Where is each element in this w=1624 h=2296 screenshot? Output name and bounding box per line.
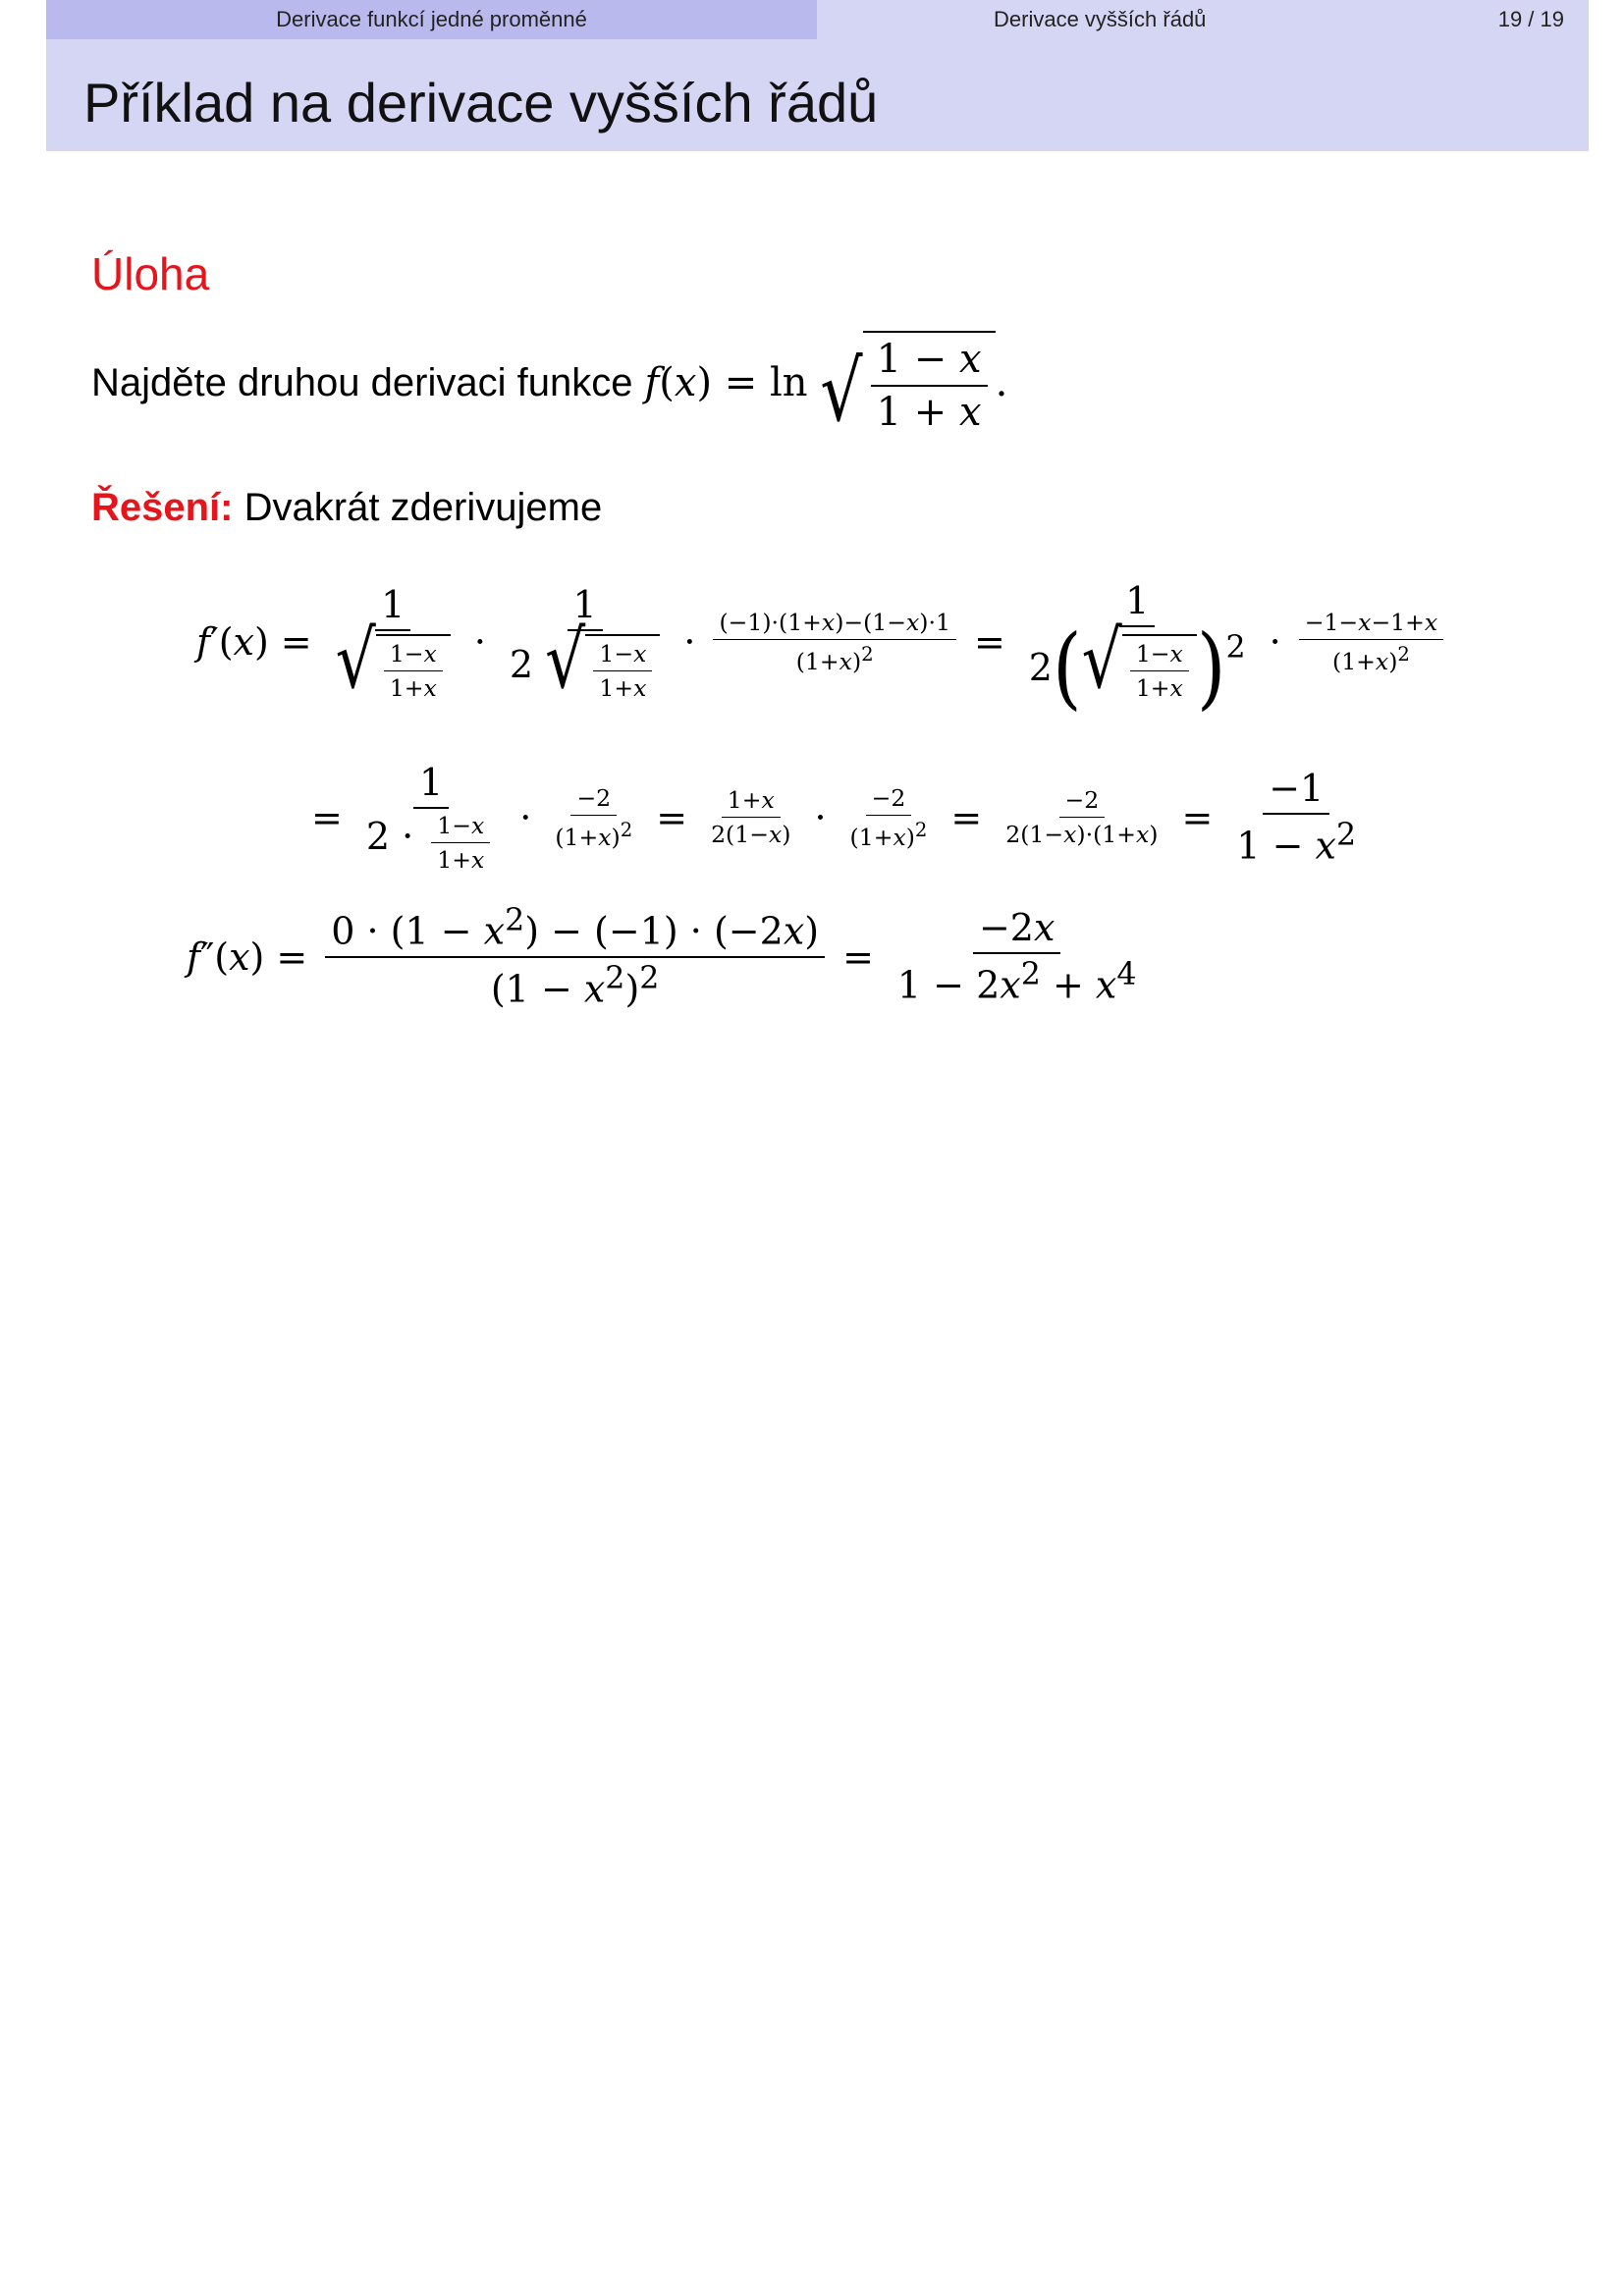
page-number: 19 / 19	[1497, 7, 1564, 31]
task-formula: f ( x ) = ln √ $\frac{1 - x}{1 + x}$ .	[644, 331, 1007, 435]
frame-title: Příklad na derivace vyšších řádů	[83, 72, 879, 133]
solution-text: Dvakrát zderivujeme	[244, 486, 603, 529]
header-bar	[46, 0, 1589, 39]
task-statement	[91, 324, 1007, 442]
course-title: Derivace funkcí jedné proměnné	[276, 7, 587, 31]
equation-line-1: f′(x) = 1 √ $\frac{1-x}{1+x}$ · 1 2 √ $\frac{1-x}{1+x}$ · $\frac{(-1)\cdot(1+x)-(1-x)\cdot 1}{(1+x)^2}$ = 1 2 ( √ $\frac{1-x}{1+x}$ ) $^2$ · $\frac{-1-x-1+x}{(1+x)^2}$	[196, 579, 1449, 705]
task-heading: Úloha	[91, 248, 210, 299]
equation-line-3: f″(x) = $\frac{0 \cdot (1 - x^2) - (-1) \cdot (-2x)}{(1 - x^2)^2}$ = $\frac{-2x}{1 - 2x^2 + x^4}$	[187, 903, 1137, 1011]
solution-label: Řešení:	[91, 486, 234, 529]
section-title: Derivace vyšších řádů	[994, 7, 1207, 31]
equation-line-2: = 1 2 · $\frac{1-x}{1+x}$ · $\frac{-2}{(1+x)^2}$ = $\frac{1+x}{2(1-x)}$ · $\frac{-2}{(1+x)^2}$ = $\frac{-2}{2(1-x)\cdot(1+x)}$ = $\frac{-1}{1 - x^2}$	[311, 761, 1357, 874]
frame-title-bar	[46, 39, 1589, 151]
solution-intro	[91, 486, 602, 530]
task-text: Najděte druhou derivaci funkce	[91, 360, 633, 404]
